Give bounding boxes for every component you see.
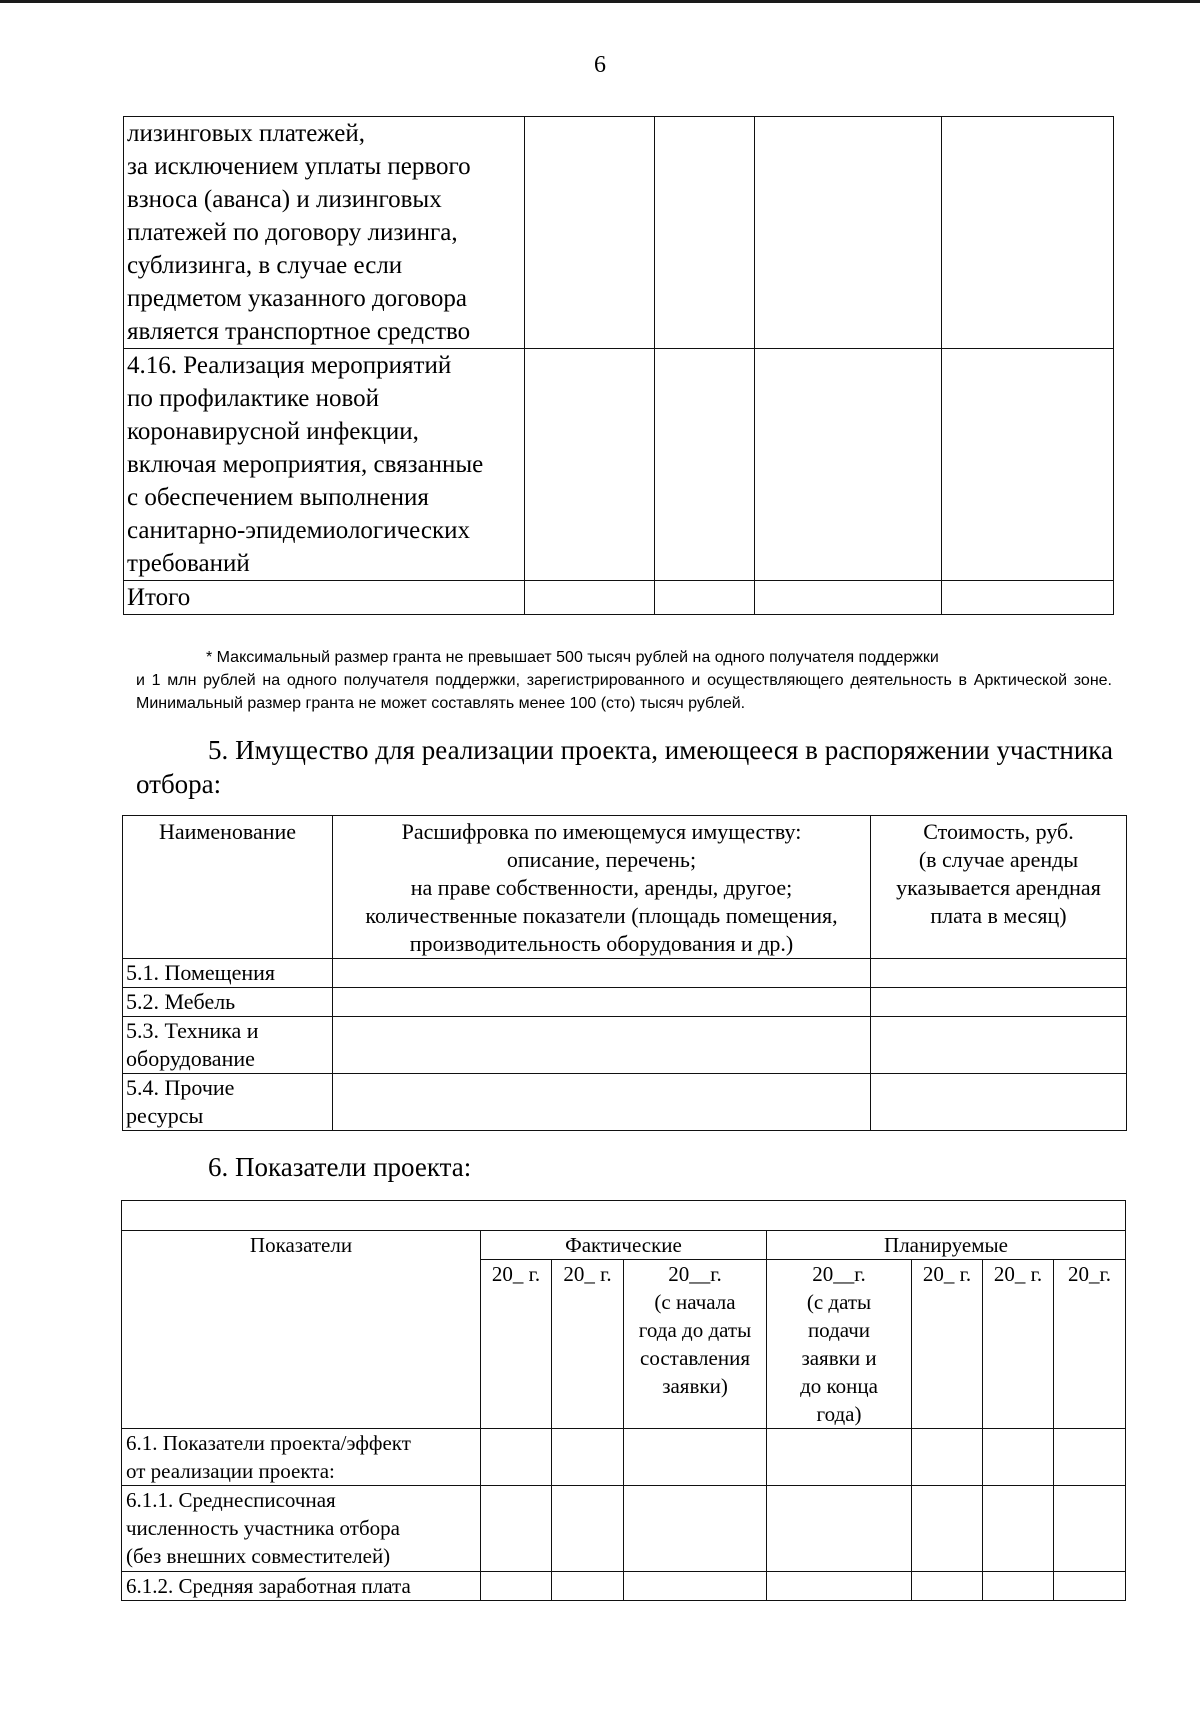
value-cell[interactable] [624, 1486, 767, 1572]
blank-cell [122, 1201, 1126, 1231]
value-cell[interactable] [983, 1486, 1054, 1572]
header-name: Наименование [123, 816, 333, 959]
section-5-heading-text: 5. Имущество для реализации проекта, имеющееся в распоряжении участника отбора: [136, 735, 1113, 799]
year-header: 20__г. (с начала года до даты составления заявки) [624, 1260, 767, 1429]
footnote-rest: и 1 млн рублей на одного получателя поддержки, зарегистрированного и осуществляющего деятельность в Арктической зоне. Минимальный размер гранта не может составлять менее 100 (сто) тысяч рублей. [136, 672, 1112, 712]
cost-cell[interactable] [871, 1074, 1127, 1131]
footnote [136, 646, 1112, 715]
table-row [124, 349, 1114, 581]
value-cell[interactable] [655, 349, 755, 581]
value-cell[interactable] [552, 1572, 624, 1601]
details-cell[interactable] [333, 988, 871, 1017]
value-cell[interactable] [1054, 1486, 1126, 1572]
value-cell[interactable] [552, 1486, 624, 1572]
value-cell[interactable] [624, 1572, 767, 1601]
row-label: лизинговых платежей, за исключением уплаты первого взноса (аванса) и лизинговых платежей по договору лизинга, сублизинга, в случае если предметом указанного договора является транспортное средство [124, 117, 525, 349]
scan-top-border [0, 0, 1200, 3]
row-label: 6.1.2. Средняя заработная плата [122, 1572, 481, 1601]
value-cell[interactable] [767, 1429, 912, 1486]
header-cost: Стоимость, руб. (в случае аренды указывается арендная плата в месяц) [871, 816, 1127, 959]
details-cell[interactable] [333, 1074, 871, 1131]
year-header: 20_г. [1054, 1260, 1126, 1429]
value-cell[interactable] [1054, 1572, 1126, 1601]
value-cell[interactable] [983, 1429, 1054, 1486]
value-cell[interactable] [655, 117, 755, 349]
value-cell[interactable] [624, 1429, 767, 1486]
table-row [123, 1074, 1127, 1131]
row-label: 5.3. Техника и оборудование [123, 1017, 333, 1074]
table-row [122, 1572, 1126, 1601]
value-cell[interactable] [942, 117, 1114, 349]
year-header: 20_ г. [481, 1260, 552, 1429]
value-cell[interactable] [481, 1486, 552, 1572]
row-label: 5.2. Мебель [123, 988, 333, 1017]
value-cell[interactable] [655, 581, 755, 615]
value-cell[interactable] [1054, 1429, 1126, 1486]
row-label: 4.16. Реализация мероприятий по профилактике новой коронавирусной инфекции, включая мероприятия, связанные с обеспечением выполнения санитарно-эпидемиологических требований [124, 349, 525, 581]
value-cell[interactable] [912, 1429, 983, 1486]
value-cell[interactable] [481, 1429, 552, 1486]
table-header-row [123, 816, 1127, 959]
row-label: 6.1.1. Среднесписочная численность участника отбора (без внешних совместителей) [122, 1486, 481, 1572]
value-cell[interactable] [767, 1572, 912, 1601]
row-label: Итого [124, 581, 525, 615]
value-cell[interactable] [755, 581, 942, 615]
table-row [123, 1017, 1127, 1074]
table-row [122, 1429, 1126, 1486]
table-row [122, 1486, 1126, 1572]
cost-cell[interactable] [871, 959, 1127, 988]
value-cell[interactable] [912, 1486, 983, 1572]
table-row [123, 959, 1127, 988]
header-details: Расшифровка по имеющемуся имуществу: описание, перечень; на праве собственности, аренды, другое; количественные показатели (площадь помещения, производительность оборудования и др.) [333, 816, 871, 959]
total-row [124, 581, 1114, 615]
page-number: 6 [594, 52, 606, 78]
value-cell[interactable] [755, 117, 942, 349]
header-indicators: Показатели [122, 1231, 481, 1429]
value-cell[interactable] [525, 349, 655, 581]
header-planned: Планируемые [767, 1231, 1126, 1260]
value-cell[interactable] [983, 1572, 1054, 1601]
table-row [123, 988, 1127, 1017]
row-label: 5.1. Помещения [123, 959, 333, 988]
indicators-table [121, 1200, 1126, 1601]
value-cell[interactable] [942, 581, 1114, 615]
section-5-heading [136, 733, 1113, 801]
section-6-heading: 6. Показатели проекта: [208, 1152, 472, 1182]
details-cell[interactable] [333, 959, 871, 988]
value-cell[interactable] [525, 581, 655, 615]
property-table [122, 815, 1127, 1131]
details-cell[interactable] [333, 1017, 871, 1074]
year-header: 20__г. (с даты подачи заявки и до конца года) [767, 1260, 912, 1429]
value-cell[interactable] [755, 349, 942, 581]
value-cell[interactable] [942, 349, 1114, 581]
value-cell[interactable] [912, 1572, 983, 1601]
group-header-row [122, 1231, 1126, 1260]
value-cell[interactable] [525, 117, 655, 349]
row-label: 5.4. Прочие ресурсы [123, 1074, 333, 1131]
value-cell[interactable] [552, 1429, 624, 1486]
footnote-line1: * Максимальный размер гранта не превышает 500 тысяч рублей на одного получателя поддержки [206, 649, 939, 666]
row-label: 6.1. Показатели проекта/эффект от реализации проекта: [122, 1429, 481, 1486]
year-header: 20_ г. [912, 1260, 983, 1429]
table-row [124, 117, 1114, 349]
header-actual: Фактические [481, 1231, 767, 1260]
expenses-table [123, 116, 1114, 615]
cost-cell[interactable] [871, 988, 1127, 1017]
value-cell[interactable] [481, 1572, 552, 1601]
year-header: 20_ г. [552, 1260, 624, 1429]
cost-cell[interactable] [871, 1017, 1127, 1074]
blank-header-row [122, 1201, 1126, 1231]
year-header: 20_ г. [983, 1260, 1054, 1429]
value-cell[interactable] [767, 1486, 912, 1572]
